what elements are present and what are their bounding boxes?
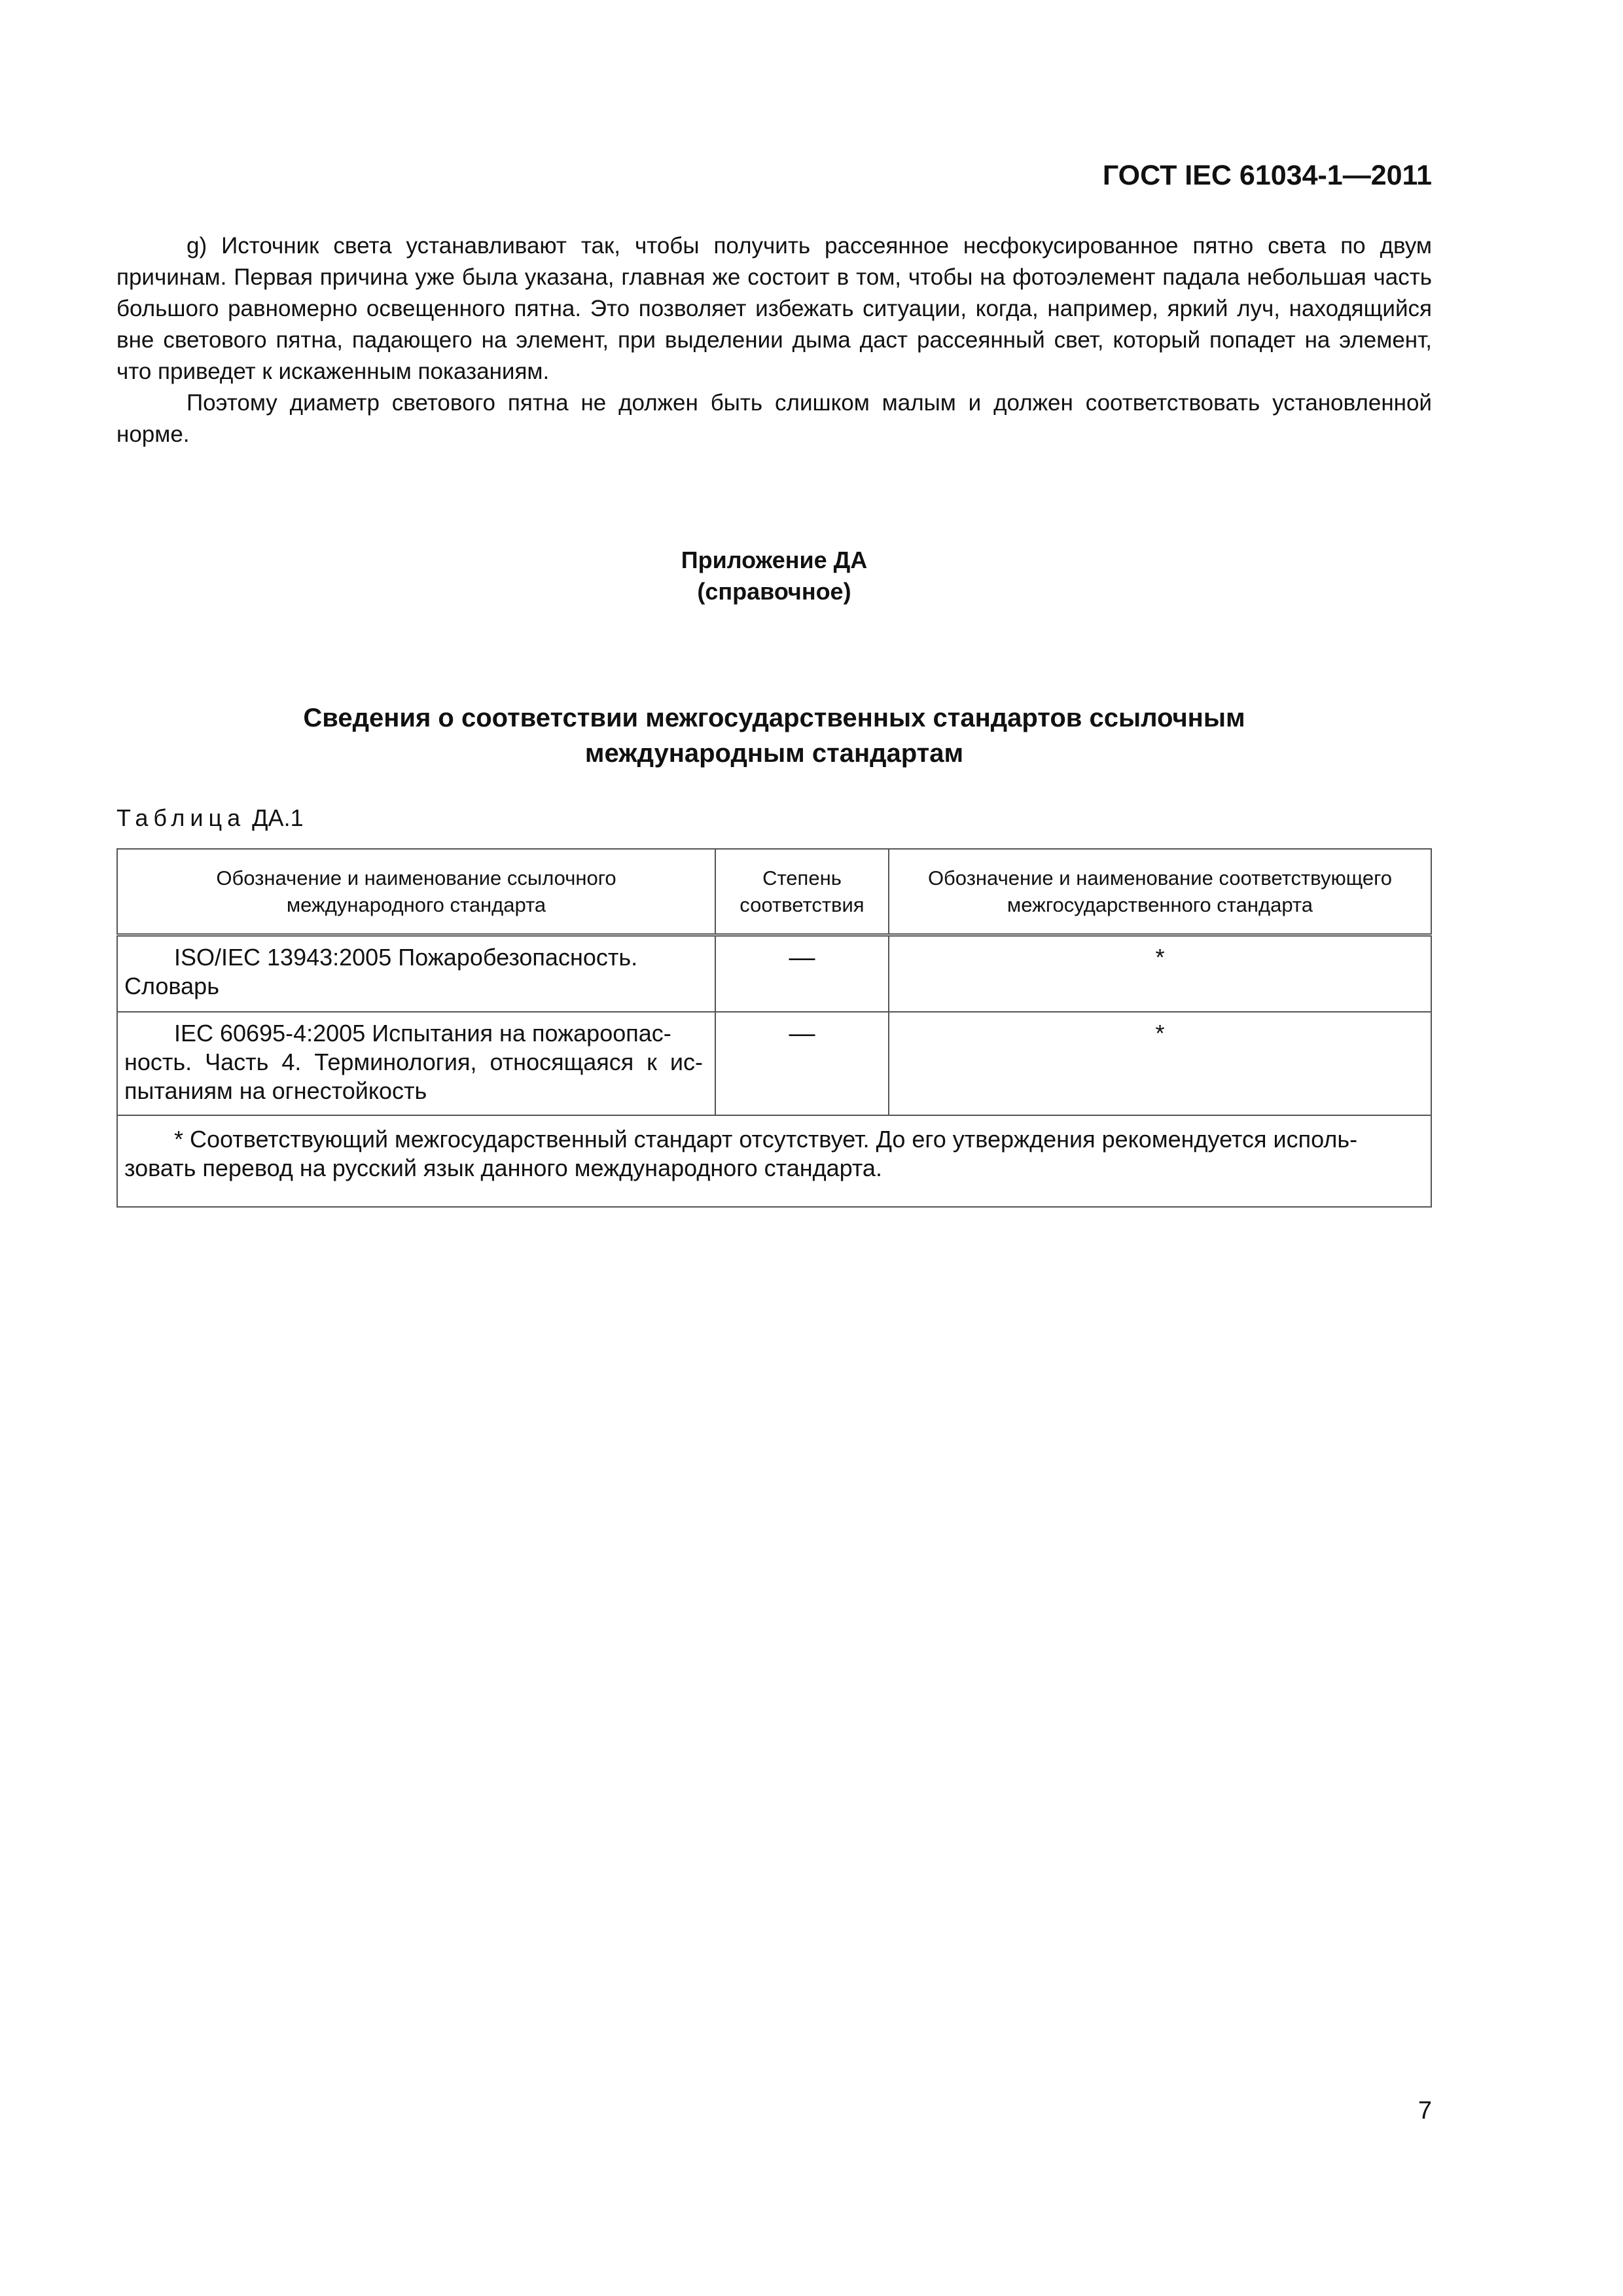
table-header-row <box>117 849 1431 935</box>
degree-cell: — <box>715 1012 889 1115</box>
table-row <box>117 935 1431 1013</box>
table-footnote-row <box>117 1115 1431 1207</box>
standards-correspondence-table <box>116 848 1432 1208</box>
appendix-title: Приложение ДА <box>681 547 868 573</box>
appendix-heading <box>116 545 1432 607</box>
header-col1-line1: Обозначение и наименование ссылочного <box>216 867 616 889</box>
header-col2-line1: Степень <box>762 867 842 889</box>
header-col3-line1: Обозначение и наименование соответствующего <box>927 867 1392 889</box>
paragraph-light-source: g) Источник света устанавливают так, чтобы получить рассеянное несфокусированное пятно света по двум причинам. Первая причина уже была указана, главная же состоит в том, чтобы на фотоэлемент падала небольшая часть большого равномерно освещенного пятна. Это позволяет избежать ситуации, когда, например, яркий луч, находящийся вне светового пятна, падающего на элемент, при выделении дыма даст рассеянный свет, который попадет на элемент, что приведет к искаженным показаниям. <box>116 233 1432 384</box>
header-international-standard <box>117 849 715 935</box>
standard-code-header: ГОСТ IEC 61034-1—2011 <box>1102 160 1432 191</box>
table-row <box>117 1012 1431 1115</box>
reference-lead: ISO/IEC 13943:2005 Пожаробезопасность. <box>174 944 638 971</box>
header-interstate-standard <box>889 849 1431 935</box>
section-title-line-2: международным стандартам <box>584 739 964 768</box>
reference-lead: IEC 60695-4:2005 Испытания на пожароопас- <box>174 1020 671 1047</box>
reference-rest: Словарь <box>124 973 219 999</box>
table-caption <box>116 804 304 833</box>
interstate-cell: * <box>889 1012 1431 1115</box>
page-number: 7 <box>1418 2097 1432 2125</box>
degree-cell: — <box>715 935 889 1013</box>
paragraph-spot-diameter: Поэтому диаметр светового пятна не должен быть слишком малым и должен соответствовать установленной норме. <box>116 390 1432 447</box>
section-title <box>116 700 1432 771</box>
appendix-status: (справочное) <box>697 578 851 605</box>
footnote-rest: зовать перевод на русский язык данного международного стандарта. <box>124 1155 882 1181</box>
section-title-line-1: Сведения о соответствии межгосударственных стандартов ссылочным <box>303 704 1245 732</box>
reference-cell <box>117 935 715 1013</box>
table-caption-word: Таблица <box>116 804 246 831</box>
table-footnote <box>117 1115 1431 1207</box>
reference-rest: ность. Часть 4. Терминология, относящаяся к ис- пытаниям на огнестойкость <box>124 1049 703 1104</box>
header-degree <box>715 849 889 935</box>
header-col1-line2: международного стандарта <box>286 893 546 916</box>
header-col3-line2: межгосударственного стандарта <box>1007 893 1313 916</box>
table-caption-id: ДА.1 <box>252 804 304 831</box>
reference-cell <box>117 1012 715 1115</box>
body-text <box>116 230 1432 450</box>
interstate-cell: * <box>889 935 1431 1013</box>
footnote-lead: * Соответствующий межгосударственный стандарт отсутствует. До его утверждения рекомендуется исполь- <box>174 1126 1358 1153</box>
header-col2-line2: соответствия <box>740 893 865 916</box>
